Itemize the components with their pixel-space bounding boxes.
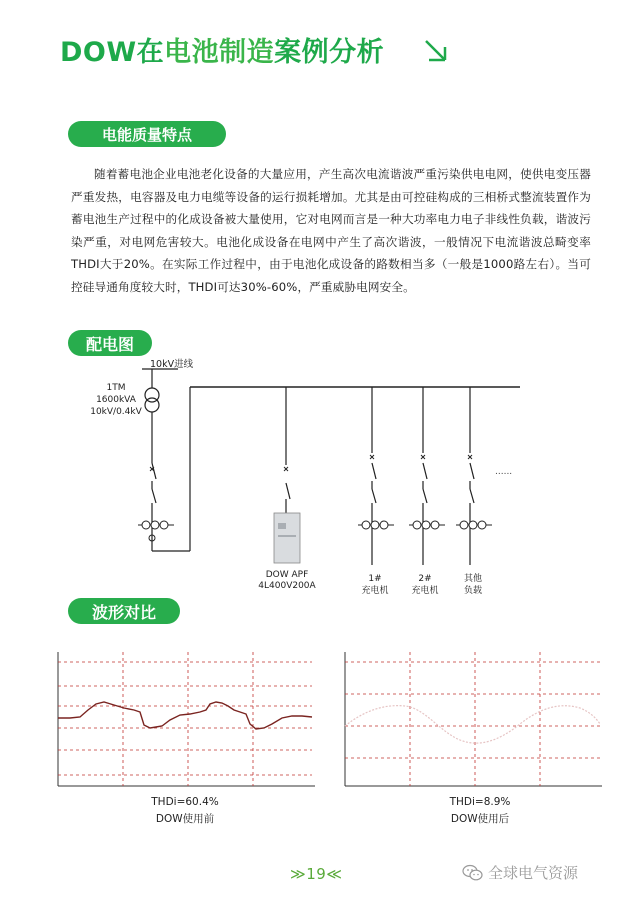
title-part-2: 电池制造 <box>164 37 275 68</box>
apf-label-2: 4L400V200A <box>258 581 316 591</box>
waveform-before <box>30 640 320 795</box>
wechat-icon <box>462 864 484 882</box>
transformer-name: 1TM <box>106 383 126 393</box>
label-after: DOW使用后 <box>450 813 510 825</box>
incoming-label: 10kV进线 <box>150 359 194 370</box>
section-heading-power-quality: 电能质量特点 <box>68 121 226 147</box>
apf-cabinet <box>274 513 300 563</box>
more-loads-ellipsis: ...... <box>495 467 513 477</box>
transformer-ratio: 10kV/0.4kV <box>90 407 142 417</box>
load2-number: 2# <box>418 574 432 584</box>
title-part-3: 案例分析 <box>274 37 385 68</box>
down-right-arrow-icon <box>423 38 449 64</box>
section-heading-distribution: 配电图 <box>68 330 152 356</box>
waveform-after <box>320 640 610 795</box>
watermark <box>462 862 578 883</box>
load3-name: 负载 <box>463 586 483 596</box>
thd-after: THDi=8.9% <box>449 796 511 808</box>
apf-label-1: DOW APF <box>265 570 309 580</box>
thd-before: THDi=60.4% <box>151 796 219 808</box>
load1-number: 1# <box>368 574 382 584</box>
transformer-capacity: 1600kVA <box>96 395 136 405</box>
load1-name: 充电机 <box>361 586 389 596</box>
page-title <box>60 30 384 69</box>
load2-name: 充电机 <box>411 586 439 596</box>
label-before: DOW使用前 <box>155 813 215 825</box>
section-heading-waveform: 波形对比 <box>68 598 180 624</box>
distribution-diagram <box>80 355 520 600</box>
intro-paragraph: 随着蓄电池企业电池老化设备的大量应用，产生高次电流谐波严重污染供电电网，使供电变压器严重发热，电容器及电力电缆等设备的运行损耗增加。尤其是由可控硅构成的三相桥式整流装置作为蓄电池生产过程中的化成设备被大量使用，它对电网而言是一种大功率电力电子非线性负载，谐波污染严重，对电网危害较大。电池化成设备在电网中产生了高次谐波，一般情况下电流谐波总畸变率THDI大于20%。在实际工作过程中，由于电池化成设备的路数相当多（一般是1000路左右）。当可控硅导通角度较大时，THDI可达30%-60%，严重威胁电网安全。 <box>71 167 591 294</box>
load3-number: 其他 <box>463 574 483 584</box>
page-number: ≫19≪ <box>290 865 343 883</box>
title-part-1: DOW在 <box>60 37 165 68</box>
watermark-text: 全球电气资源 <box>488 864 579 882</box>
